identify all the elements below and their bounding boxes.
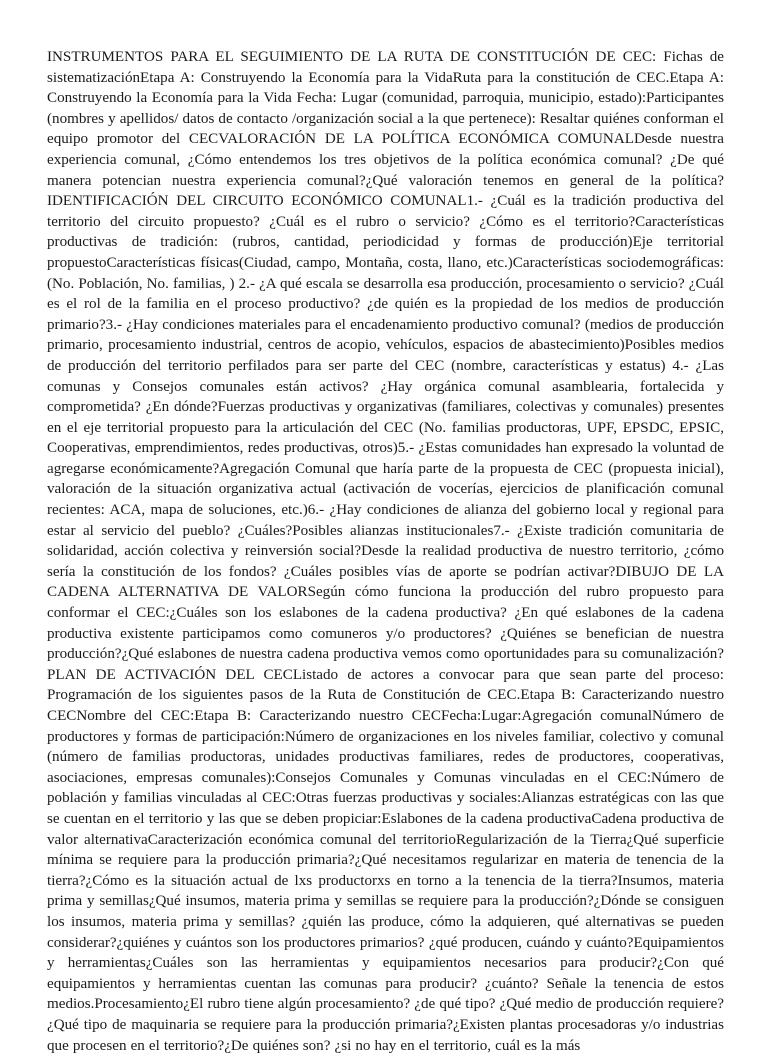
document-page — [47, 47, 724, 1054]
body-text: INSTRUMENTOS PARA EL SEGUIMIENTO DE LA RUTA DE CONSTITUCIÓN DE CEC: Fichas de sistematizaciónEtapa A: Construyendo la Economía para la VidaRuta para la constitución de CEC.Etapa A: Construyendo la Economía para la Vida Fecha: Lugar (comunidad, parroquia, municipio, estado):Participantes (nombres y apellidos/ datos de contacto /organización social a la que pertenece): Resaltar quiénes conforman el equipo promotor del CECVALORACIÓN DE LA POLÍTICA ECONÓMICA COMUNALDesde nuestra experiencia comunal, ¿Cómo entendemos los tres objetivos de la política económica comunal? ¿De qué manera potencian nuestra experiencia comunal?¿Qué valoración tenemos en general de la política?IDENTIFICACIÓN DEL CIRCUITO ECONÓMICO COMUNAL1.- ¿Cuál es la tradición productiva del territorio del circuito propuesto? ¿Cuál es el rubro o servicio? ¿Cómo es el territorio?Características productivas de tradición: (rubros, cantidad, periodicidad y formas de producción)Eje territorial propuestoCaracterísticas físicas(Ciudad, campo, Montaña, costa, llano, etc.)Características sociodemográficas:(No. Población, No. familias, ) 2.- ¿A qué escala se desarrolla esa producción, procesamiento o servicio? ¿Cuál es el rol de la familia en el proceso productivo? ¿de quién es la propiedad de los medios de producción primario?3.- ¿Hay condiciones materiales para el encadenamiento productivo comunal? (medios de producción primario, procesamiento industrial, centros de acopio, vehículos, espacios de abastecimiento)Posibles medios de producción del territorio perfilados para ser parte del CEC (nombre, características y estatus) 4.- ¿Las comunas y Consejos comunales están activos? ¿Hay orgánica comunal asamblearia, fortalecida y comprometida? ¿En dónde?Fuerzas productivas y organizativas (familiares, colectivas y comunales) presentes en el eje territorial propuesto para la articulación del CEC (No. familias productoras, UPF, EPSDC, EPSIC, Cooperativas, emprendimientos, redes productivas, otros)5.- ¿Estas comunidades han expresado la voluntad de agregarse económicamente?Agregación Comunal que haría parte de la propuesta de CEC (propuesta inicial), valoración de la situación organizativa actual (activación de vocerías, ejercicios de planificación comunal recientes: ACA, mapa de soluciones, etc.)6.- ¿Hay condiciones de alianza del gobierno local y regional para estar al servicio del pueblo? ¿Cuáles?Posibles alianzas institucionales7.- ¿Existe tradición comunitaria de solidaridad, acción colectiva y reinversión social?Desde la realidad productiva de nuestro territorio, ¿cómo sería la constitución de los fondos? ¿Cuáles posibles vías de aporte se podrían activar?DIBUJO DE LA CADENA ALTERNATIVA DE VALORSegún cómo funciona la producción del rubro propuesto para conformar el CEC:¿Cuáles son los eslabones de la cadena productiva? ¿En qué eslabones de la cadena productiva existente participamos como comuneros y/o productores? ¿Quiénes se benefician de nuestra producción?¿Qué eslabones de nuestra cadena productiva vemos como oportunidades para su comunalización?PLAN DE ACTIVACIÓN DEL CECListado de actores a convocar para que sean parte del proceso: Programación de los siguientes pasos de la Ruta de Constitución de CEC.Etapa B: Caracterizando nuestro CECNombre del CEC:Etapa B: Caracterizando nuestro CECFecha:Lugar:Agregación comunalNúmero de productores y formas de participación:Número de organizaciones en los niveles familiar, colectivo y comunal (número de familias productoras, unidades productivas familiares, redes de productores, cooperativas, asociaciones, empresas comunales):Consejos Comunales y Comunas vinculadas en el CEC:Número de población y familias vinculadas al CEC:Otras fuerzas productivas y sociales:Alianzas estratégicas con las que se cuentan en el territorio y las que se deben propiciar:Eslabones de la cadena productivaCadena productiva de valor alternativaCaracterización económica comunal del territorioRegularización de la Tierra¿Qué superficie mínima se requiere para la producción primaria?¿Qué necesitamos regularizar en materia de tenencia de la tierra?¿Cómo es la situación actual de lxs productorxs en torno a la tenencia de la tierra?Insumos, materia prima y semillas¿Qué insumos, materia prima y semillas se requiere para la producción?¿Dónde se consiguen los insumos, materia prima y semillas? ¿quién las produce, cómo la adquieren, qué alternativas se pueden considerar?¿quiénes y cuántos son los productores primarios? ¿qué producen, cuándo y cuánto?Equipamientos y herramientas¿Cuáles son las herramientas y equipamientos necesarios para producir?¿Con qué equipamientos y herramientas cuentan las comunas para producir? ¿cuánto? Señale la tenencia de estos medios.Procesamiento¿El rubro tiene algún procesamiento? ¿de qué tipo? ¿Qué medio de producción requiere?¿Qué tipo de maquinaria se requiere para la producción primaria?¿Existen plantas procesadoras y/o industrias que procesen en el territorio?¿De quiénes son? ¿si no hay en el territorio, cuál es la más — [47, 49, 724, 1054]
